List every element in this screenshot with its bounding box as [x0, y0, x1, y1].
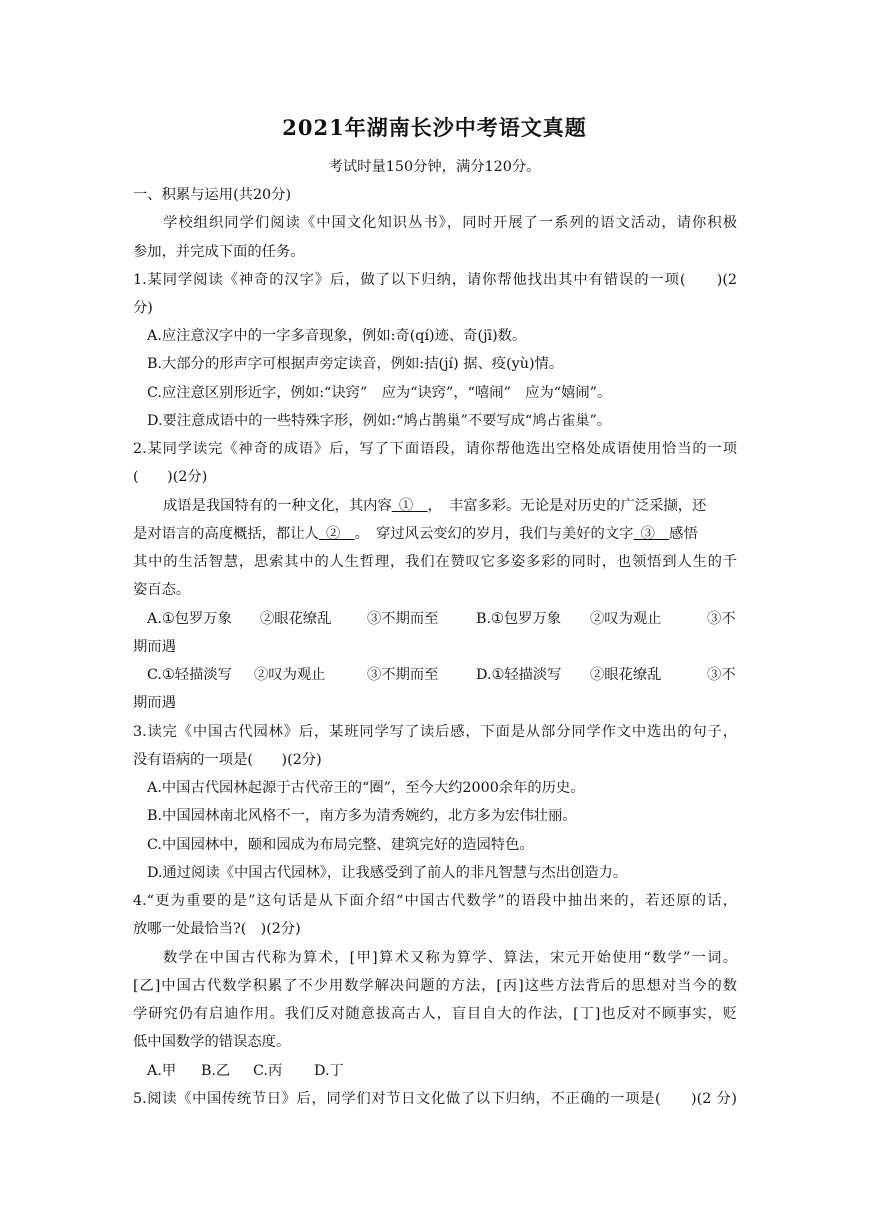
passage-line: [133, 524, 698, 544]
blank-3-label: ③: [640, 526, 655, 542]
passage-text: 成语是我国特有的一种文化，其内容: [163, 498, 392, 514]
question-4-option-b: B.乙: [201, 1063, 231, 1079]
question-4-stem: 4.“更为重要的是”这句话是从下面介绍“中国古代数学”的语段中抽出来的，若还原的话，: [133, 893, 737, 909]
option-cell: ②叹为观止: [590, 611, 662, 627]
question-1-option-a: A.应注意汉字中的一字多音现象，例如:奇(qí)迹、奇(jī)数。: [147, 328, 527, 344]
passage-text: 。 穿过风云变幻的岁月，我们与美好的文字: [354, 526, 634, 542]
passage-line: 数学在中国古代称为算术，[甲]算术又称为算学、算法，宋元开始使用“数学”一词。: [163, 950, 737, 966]
question-1-stem: 分): [133, 300, 153, 316]
blank-1-label: ①: [398, 498, 414, 514]
question-4-option-c: C.丙: [253, 1063, 283, 1079]
question-3-stem: 3.读完《中国古代园林》后，某班同学写了读后感，下面是从部分同学作文中选出的句子，: [133, 724, 737, 740]
question-3-stem: 没有语病的一项是( )(2分): [133, 752, 322, 768]
exam-info: 考试时量150分钟，满分120分。: [328, 159, 541, 175]
passage-line: 姿百态。: [133, 582, 191, 598]
option-cell: ③不: [707, 611, 736, 627]
passage-text: ， 丰富多彩。无论是对历史的广泛采撷，还: [427, 498, 707, 514]
question-2-option-a: A.①包罗万象: [147, 611, 232, 627]
question-5-stem: 5.阅读《中国传统节日》后，同学们对节日文化做了以下归纳，不正确的一项是( )(2 分): [133, 1091, 737, 1107]
question-2-stem: ( )(2分): [133, 469, 208, 485]
intro-line: 参加，并完成下面的任务。: [133, 244, 305, 260]
passage-line: 学研究仍有启迪作用。我们反对随意拔高古人，盲目自大的作法，[丁]也反对不顾事实，贬: [133, 1006, 737, 1022]
option-cell: ②眼花缭乱: [260, 611, 332, 627]
intro-line: 学校组织同学们阅读《中国文化知识丛书》，同时开展了一系列的语文活动，请你积极: [163, 215, 737, 231]
page-title: 2021年湖南长沙中考语文真题: [282, 115, 587, 140]
question-3-option-a: A.中国古代园林起源于古代帝王的“圈”，至今大约2000余年的历史。: [147, 780, 585, 796]
passage-text: 是对语言的高度概括，都让人: [133, 526, 319, 542]
passage-line: 其中的生活智慧，思索其中的人生哲理，我们在赞叹它多姿多彩的同时，也领悟到人生的千: [133, 554, 737, 570]
question-4-option-a: A.甲: [147, 1063, 177, 1079]
question-3-option-d: D.通过阅读《中国古代园林》，让我感受到了前人的非凡智慧与杰出创造力。: [147, 865, 628, 881]
question-4-option-d: D.丁: [314, 1063, 344, 1079]
blank-1: [392, 498, 428, 514]
blank-2: [319, 526, 355, 542]
option-cell: ②叹为观止: [254, 667, 326, 683]
option-continuation: 期而遇: [133, 639, 176, 655]
passage-line: 低中国数学的错误态度。: [133, 1034, 291, 1050]
question-3-option-c: C.中国园林中，颐和园成为布局完整、建筑完好的造园特色。: [147, 837, 534, 853]
passage-line: [乙]中国古代数学积累了不少用数学解决问题的方法，[丙]这些方法背后的思想对当今的数: [133, 978, 737, 994]
option-cell: ③不期而至: [367, 667, 439, 683]
question-2-option-d: D.①轻描淡写: [476, 667, 562, 683]
passage-line: [163, 496, 706, 516]
option-cell: ③不: [707, 667, 736, 683]
question-3-option-b: B.中国园林南北风格不一，南方多为清秀婉约，北方多为宏伟壮丽。: [147, 808, 577, 824]
question-2-option-c: C.①轻描淡写: [147, 667, 232, 683]
section-heading: 一、积累与运用(共20分): [133, 187, 292, 203]
option-cell: ③不期而至: [367, 611, 439, 627]
question-2-option-b: B.①包罗万象: [476, 611, 562, 627]
passage-text: 感悟: [669, 526, 698, 542]
question-4-stem: 放哪一处最恰当?( )(2分): [133, 921, 301, 937]
question-1-stem: 1.某同学阅读《神奇的汉字》后，做了以下归纳，请你帮他找出其中有错误的一项( )(2: [133, 272, 737, 288]
option-continuation: 期而遇: [133, 695, 176, 711]
question-1-option-d: D.要注意成语中的一些特殊字形，例如:“鸠占鹊巢”不要写成“鸠占雀巢”。: [147, 413, 612, 429]
blank-3: [633, 526, 669, 542]
question-2-stem: 2.某同学读完《神奇的成语》后，写了下面语段，请你帮他选出空格处成语使用恰当的一项: [133, 441, 737, 457]
question-1-option-b: B.大部分的形声字可根据声旁定读音，例如:拮(jí) 据、疫(yù)情。: [147, 356, 564, 372]
blank-2-label: ②: [326, 526, 341, 542]
question-1-option-c: C.应注意区别形近字，例如:“诀窍” 应为“诀窍”，“嘻闹” 应为“嬉闹”。: [147, 385, 612, 401]
option-cell: ②眼花缭乱: [590, 667, 662, 683]
